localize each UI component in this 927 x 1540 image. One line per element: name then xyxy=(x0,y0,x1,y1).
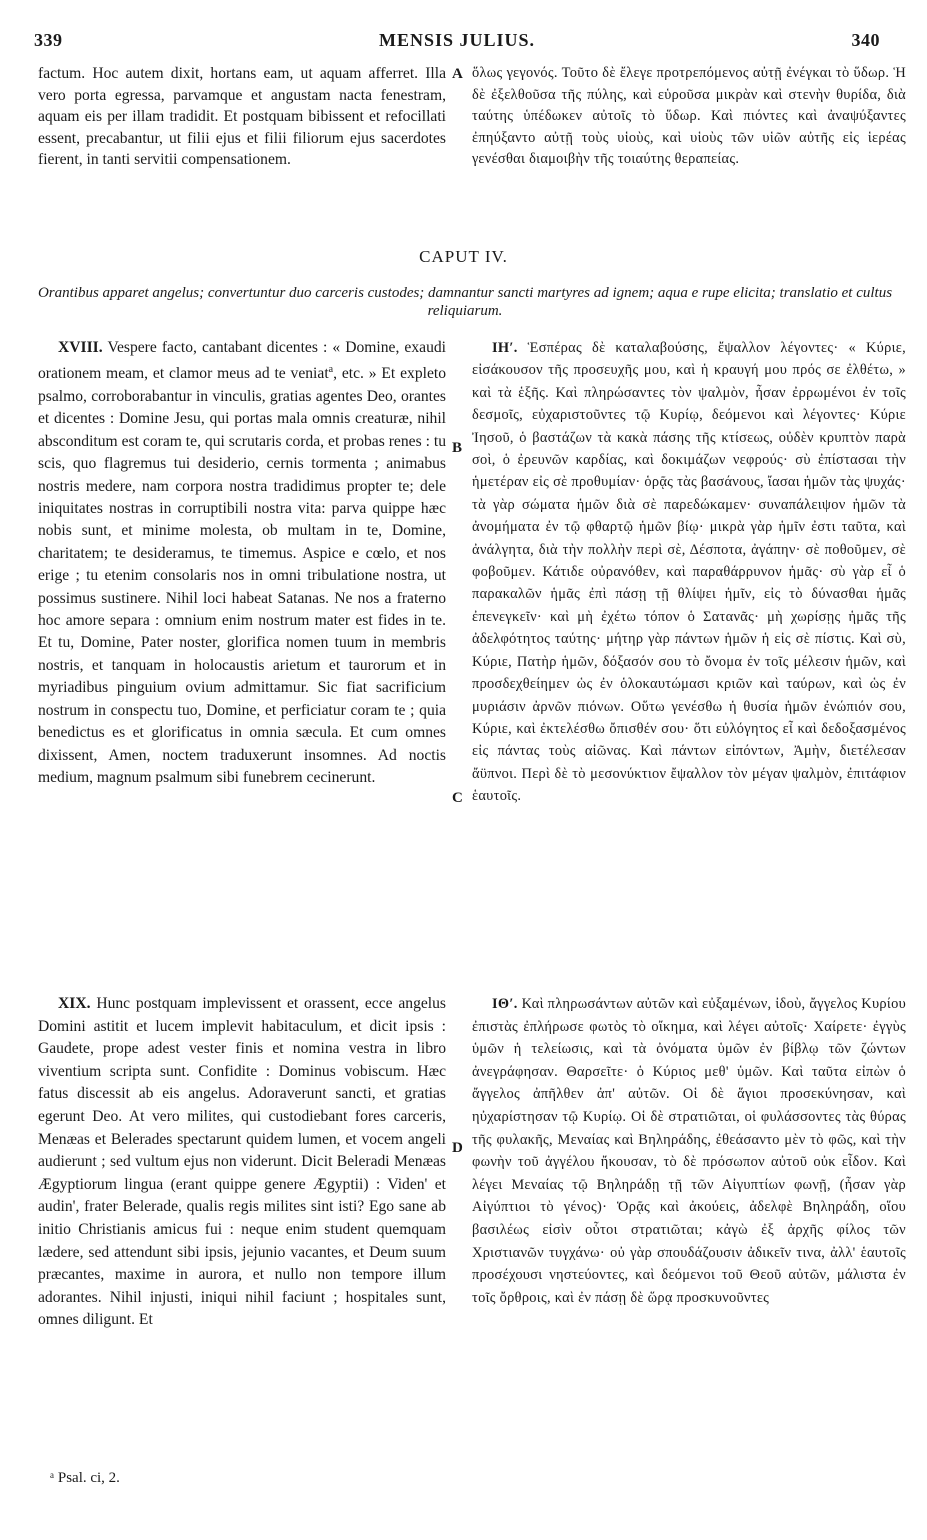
chapter-title: CAPUT IV. xyxy=(419,247,508,266)
margin-letter-a: A xyxy=(452,66,463,82)
greek-column-continuation xyxy=(472,63,906,171)
page-number-left: 339 xyxy=(34,30,63,50)
section-number: ΙΘʹ. xyxy=(492,996,518,1012)
greek-text: Ἑσπέρας δὲ καταλαβούσης, ἔψαλλον λέγοντες· « Κύριε, εἰσάκουσον τῆς προσευχῆς μου, καὶ ἡ κραυγή μου πρός σε ἐλθέτω, » καὶ τὰ ἑξῆς. Καὶ πληρώσαντες τὸν ψαλμὸν, ἦσαν ἐρρωμένοι ἐν τοῖς δεσμοῖς, εὐχαριστοῦντες τῷ Κυρίῳ, δεόμενοι καὶ λέγοντες· Κύριε Ἰησοῦ, ὁ βαστάζων τὰ κακὰ πάσης τῆς κτίσεως, οὐδὲν κρυπτὸν παρὰ σοὶ, ὁ ἐρευνῶν καρδίας, καὶ δοκιμάζων νεφρούς· σὺ ἐπίστασαι τὴν ἡμετέραν εἰς σὲ προθυμίαν· ὁρᾷς τὰς βασάνους, ἴασαι ἡμῶν τὰς ψυχάς· τὰ γὰρ σώματα ἡμῶν διὰ σὲ παρεδώκαμεν· συναπάλειψον ἡμῶν τὰ ἀνομήματα ἐν τῷ φθαρτῷ ἡμῶν βίῳ· μικρὰ γὰρ ἡμῖν ἐστι ταῦτα, καὶ ἀνάλγητα, διὰ τὴν πολλὴν περὶ σὲ, Δέσποτα, ἀγάπην· σὲ ποθοῦμεν, σὲ φοβοῦμεν. Κάτιδε οὐρανόθεν, καὶ παραθάρρυνον ἡμᾶς· σὺ γὰρ εἶ ὁ παρακαλῶν ἡμᾶς ἐπὶ πάσῃ τῇ θλίψει ἡμῖν, εἰς τὸ δύνασθαι ἡμᾶς ἐπενεγκεῖν· καὶ μὴ ἐχέτω τόπον ὁ Σατανᾶς· μὴ χωρίσῃς ἡμᾶς τῆς ἀδελφότητος ταύτης· μήτηρ γὰρ πάντων ἡμῶν ἡ εἰς σὲ πίστις. Καὶ σὺ, Κύριε, Πατὴρ ἡμῶν, δόξασόν σου τὸ ὄνομα ἐν τοῖς μέλεσιν ἡμῶν, καὶ προσδεχθείημεν ὡς ἐν ὁλοκαυτώμασι κριῶν καὶ ταύρων, καὶ ὡς ἐν μυριάσιν ἀρνῶν πιόνων. Οὕτω γενέσθω ἡ θυσία ἡμῶν ἐνώπιόν σου, Κύριε, καὶ ἐκτελέσθω ὄπισθέν σου· ὅτι εὐλόγητος εἶ καὶ δεδοξασμένος εἰς πάντας τοὺς αἰῶνας. Καὶ πάντων εἰπόντων, Ἀμὴν, διετέλεσαν ἄϋπνοι. Περὶ δὲ τὸ μεσονύκτιον ἔψαλλον τὸν μέγαν ψαλμὸν, ἐπιτάφιον ἑαυτοῖς. xyxy=(472,340,906,805)
chapter-summary: Orantibus apparet angelus; convertuntur duo carceris custodes; damnantur sancti martyres ad ignem; aqua e rupe elicita; translatio et cultus reliquiarum. xyxy=(37,285,893,319)
section-number: XVIII. xyxy=(58,339,103,356)
latin-column-section-18 xyxy=(38,337,446,789)
latin-text: Vespere facto, cantabant dicentes : « Domine, exaudi orationem meam, et clamor meus ad te veniat xyxy=(38,339,446,383)
latin-paragraph xyxy=(38,337,446,789)
margin-letter-c: C xyxy=(452,790,463,806)
footnote-marker: a xyxy=(328,364,334,376)
margin-letter-b: B xyxy=(452,440,463,456)
margin-letter-d: D xyxy=(452,1140,463,1156)
greek-paragraph xyxy=(472,993,906,1309)
latin-paragraph: factum. Hoc autem dixit, hortans eam, ut aquam afferret. Illa vero porta egressa, parvamque et angustam nacta fenestram, aquam eis per illam tradidit. Et postquam bibissent et refocillati essent, precabantur, ut filii ejus et filii filiorum ejus sacerdotes fierent, in tanti servitii compensationem. xyxy=(38,65,446,169)
greek-column-section-18 xyxy=(472,337,906,808)
greek-text: Καὶ πληρωσάντων αὐτῶν καὶ εὐξαμένων, ἰδοὺ, ἄγγελος Κυρίου ἐπιστὰς ἐπλήρωσε φωτὸς τὸ οἴκημα, καὶ λέγει αὐτοῖς· Χαίρετε· ἐγγὺς ὑμῶν ἡ τελείωσις, καὶ τὰ ὀνόματα ὑμῶν ἐν βίβλῳ τῶν ζώντων ἀνεγράφησαν. Θαρσεῖτε· ὁ Κύριος μεθ' ὑμῶν. Καὶ ταῦτα εἰπὼν ὁ ἄγγελος ἀπῆλθεν ἀπ' αὐτῶν. Οἱ δὲ ἅγιοι προσεκύνησαν, καὶ ηὐχαρίστησαν τῷ Κυρίῳ. Οἱ δὲ στρατιῶται, οἱ φυλάσσοντες τὰς θύρας τῆς φυλακῆς, Μεναίας καὶ Βηληράδης, ἐθεάσαντο μὲν τὸ φῶς, καὶ τὴν φωνὴν τοῦ ἀγγέλου ἤκουσαν, τὸ δὲ πρόσωπον αὐτοῦ οὐκ εἶδον. Καὶ λέγει Μεναίας τῷ Βηληράδῃ τῇ τῶν Αἰγυπτίων φωνῇ, (ἦσαν γὰρ Αἰγύπτιοι τὸ γένος)· Ὁρᾷς καὶ ἀκούεις, ἀδελφὲ Βηληράδη, οἵου βασιλέως εἰσὶν οὗτοι στρατιῶται; κἀγὼ ἐξ ἀρχῆς φίλος τῶν Χριστιανῶν τυγχάνω· οὐ γὰρ σπουδάζουσιν ἀδικεῖν τινα, ἀλλ' ἑαυτοῖς προσέχουσι νηστεύοντες, καὶ δεόμενοι τοῦ Θεοῦ αὐτῶν, μάλιστα ἐν τοῖς ὄρθροις, καὶ ἐν πάσῃ δὲ ὥρᾳ προσκυνοῦντες xyxy=(472,996,906,1306)
greek-column-section-19 xyxy=(472,993,906,1309)
page-number-right: 340 xyxy=(851,30,880,50)
section-number: ΙΗʹ. xyxy=(492,340,518,356)
section-number: XIX. xyxy=(58,995,91,1012)
latin-column-continuation xyxy=(38,63,446,171)
greek-paragraph xyxy=(472,337,906,808)
greek-paragraph: ὅλως γεγονός. Τοῦτο δὲ ἔλεγε προτρεπόμενος αὐτῇ ἐνέγκαι τὸ ὕδωρ. Ἡ δὲ ἐξελθοῦσα τῆς πύλης, καὶ εὑροῦσα μικρὰν καὶ στενὴν θυρίδα, διὰ ταύτης ὑπέδωκεν αὐτοῖς τὸ ὕδωρ. Καὶ πιόντες καὶ ἀναψύξαντες ἐπηύξαντο αὐτῇ τοὺς υἱοὺς, καὶ υἱοὺς τῶν υἱῶν αὐτῆς εἰς ἱερέας γενέσθαι διαμοιβὴν τῆς τοιαύτης θεραπείας. xyxy=(472,65,906,168)
running-title: MENSIS JULIUS. xyxy=(378,30,536,50)
latin-text: , etc. » Et expleto psalmo, corroborabantur in vinculis, gratias agentes Deo, orantes et dicentes : Domine Jesu, qui portas mala omnis creaturæ, nihil absconditum est coram te, qui scrutaris corda, et probas renes : tu scis, quo flagremus tui desiderio, cernis tormenta ; animabus nostris medere, nam corpora nostra tradidimus propter te; dele iniquitates nostras in corruptibili nostra vita: parva quippe hæc nobis sunt, et minime molesta, ob multam in te, Domine, charitatem; te desideramus, te timemus. Aspice e cœlo, et nos erige ; tu etenim consolaris nos in omni tribulatione nostra, ut possimus sustinere. Nihil loci habeat Satanas. Ne nos a fraterno hoc amore separa : omnium enim nostrum mater est fides in te. Et tu, Domine, Pater noster, glorifica nomen tuum in membris nostris, et tanquam in holocaustis arietum et taurorum et in myriadibus pinguium ovium admittamur. Sic fiat sacrificium nostrum in conspectu tuo, Domine, et perficiatur coram te ; quia benedictus es et glorificatus in omnia sæcula. Et cum omnes dixissent, Amen, noctem traduxerunt insomnes. Ad noctis medium, magnum psalmum sibi funebrem cecinerunt. xyxy=(38,365,447,786)
footnote: ᵃ Psal. ci, 2. xyxy=(50,1470,120,1486)
latin-column-section-19 xyxy=(38,993,446,1332)
latin-text: Hunc postquam implevissent et orassent, ecce angelus Domini astitit et lucem implevit habitaculum, et dicit ipsis : Gaudete, prope adest vester finis et nomina vestra in libro viventium scripta sunt. Confidite : Dominus vobiscum. Hæc fatus discessit ab eis angelus. Adoraverunt sancti, et gratias egerunt Deo. At vero milites, qui custodiebant fores carceris, Menæas et Belerades spectarunt quidem lumen, et vocem angeli audierunt ; sed vultum ejus non viderunt. Dicit Beleradi Menæas Ægyptiorum lingua (erant quippe genere Ægyptii) : Viden' et audin', frater Belerade, qualis regis milites sint isti? Ego sane ab initio Christianis amicus fui : neque enim student quemquam lædere, sed attendunt sibi ipsis, jejunio vacantes, et Deum suum præcantes, maxime in aurora, et nullo non tempore illum adorantes. Nihil injusti, iniqui nihil faciunt ; hospitales sunt, omnes diligunt. Et xyxy=(38,995,446,1329)
running-header xyxy=(34,30,880,58)
latin-paragraph xyxy=(38,993,446,1332)
